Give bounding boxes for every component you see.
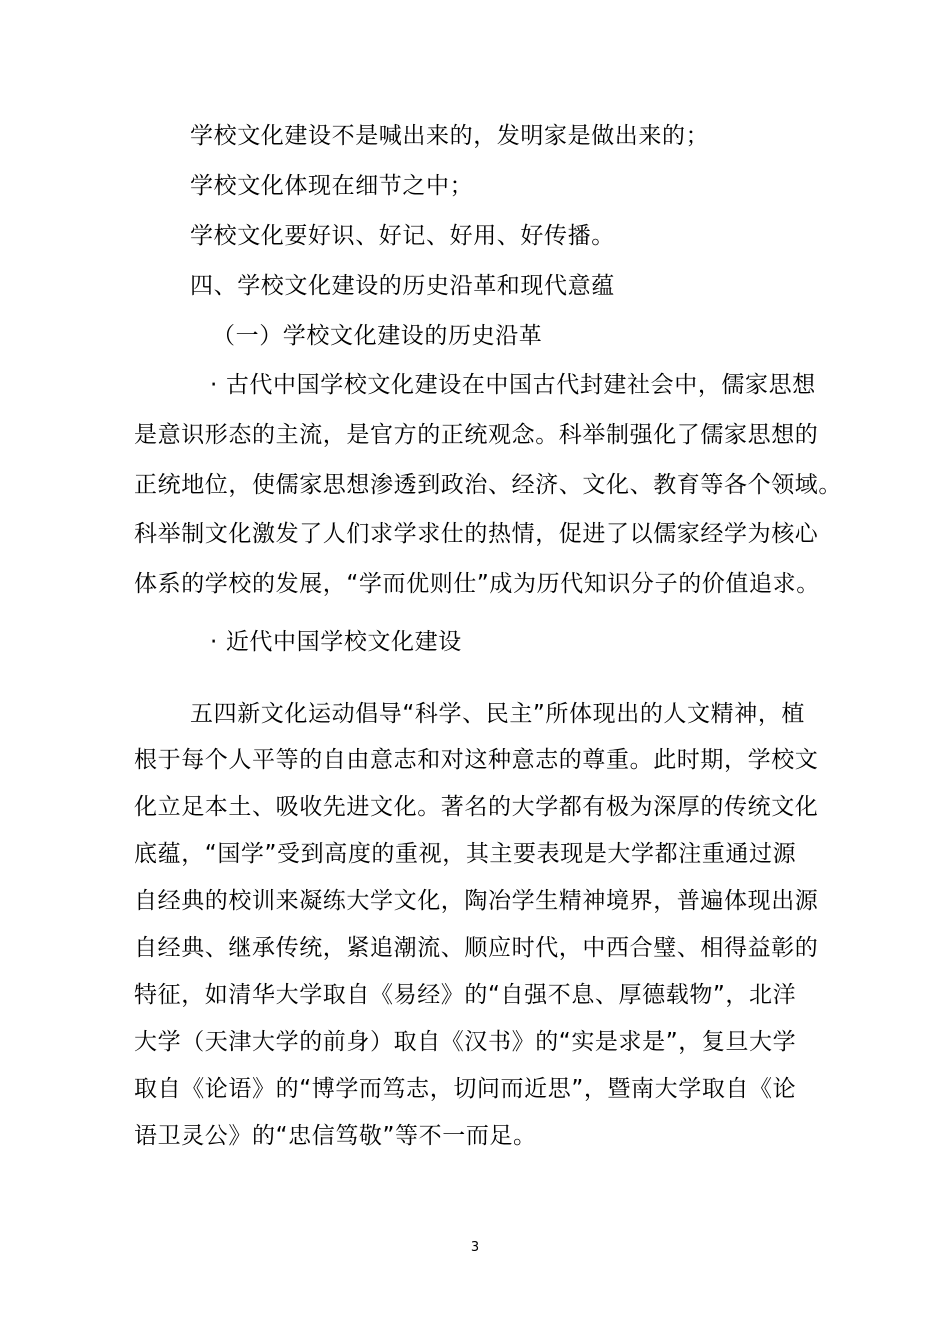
modern-heading: · 近代中国学校文化建设 (210, 629, 462, 655)
may-fourth-paragraph-line: 取自《论语》的“博学而笃志，切问而近思”，暨南大学取自《论 (134, 1076, 797, 1102)
ancient-paragraph-line: 体系的学校的发展，“学而优则仕”成为历代知识分子的价值追求。 (134, 571, 820, 597)
may-fourth-paragraph-line: 自经典、继承传统，紧追潮流、顺应时代，中西合璧、相得益彰的 (134, 935, 819, 961)
may-fourth-paragraph-line: 底蕴，“国学”受到高度的重视，其主要表现是大学都注重通过源 (134, 841, 797, 867)
ancient-paragraph-line: 是意识形态的主流，是官方的正统观念。科举制强化了儒家思想的 (134, 422, 819, 448)
text-line-2: 学校文化体现在细节之中； (190, 173, 474, 199)
may-fourth-paragraph-line: 语卫灵公》的“忠信笃敬”等不一而足。 (134, 1123, 537, 1149)
section-heading: 四、学校文化建设的历史沿革和现代意蕴 (190, 273, 615, 299)
page-number: 3 (470, 1240, 480, 1255)
text-line-1: 学校文化建设不是喊出来的，发明家是做出来的； (190, 123, 710, 149)
subsection-heading: （一）学校文化建设的历史沿革 (212, 323, 543, 349)
may-fourth-paragraph-line: 根于每个人平等的自由意志和对这种意志的尊重。此时期，学校文 (134, 747, 819, 773)
ancient-paragraph-line: 科举制文化激发了人们求学求仕的热情，促进了以儒家经学为核心 (134, 521, 819, 547)
may-fourth-paragraph-line: 特征，如清华大学取自《易经》的“自强不息、厚德载物”，北洋 (134, 982, 797, 1008)
may-fourth-paragraph-line: 化立足本土、吸收先进文化。著名的大学都有极为深厚的传统文化 (134, 794, 819, 820)
text-line-3: 学校文化要好识、好记、好用、好传播。 (190, 223, 615, 249)
ancient-paragraph-first-line: · 古代中国学校文化建设在中国古代封建社会中，儒家思想 (210, 372, 816, 398)
may-fourth-paragraph-line: 五四新文化运动倡导“科学、民主”所体现出的人文精神，植 (190, 701, 806, 727)
may-fourth-paragraph-line: 自经典的校训来凝练大学文化，陶冶学生精神境界，普遍体现出源 (134, 888, 819, 914)
may-fourth-paragraph-line: 大学（天津大学的前身）取自《汉书》的“实是求是”，复旦大学 (134, 1029, 797, 1055)
ancient-paragraph-line: 正统地位，使儒家思想渗透到政治、经济、文化、教育等各个领域。 (134, 472, 842, 498)
